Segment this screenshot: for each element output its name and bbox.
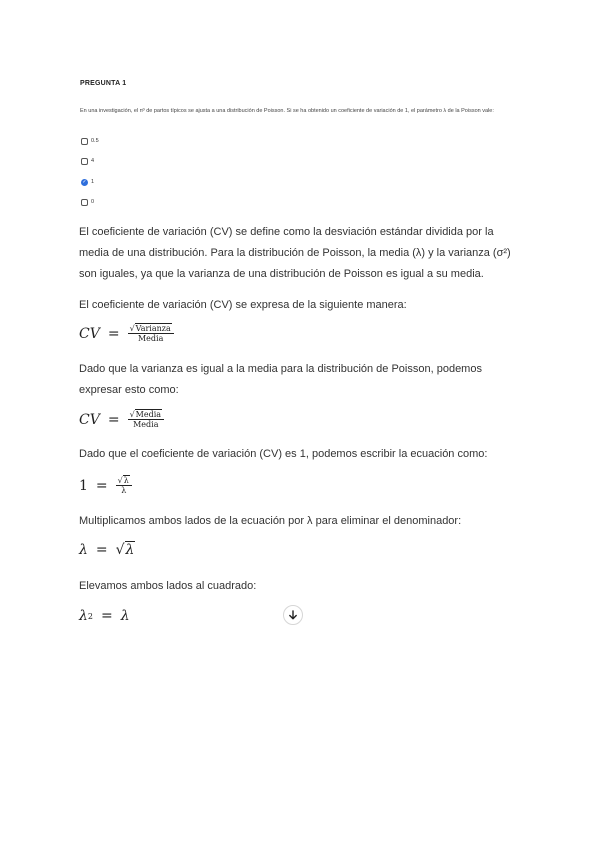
option-label: 0 [91,199,95,205]
exponent: 2 [87,611,93,621]
equation-lhs: λ [79,541,88,558]
option-3[interactable] [81,197,94,207]
numerator [128,324,174,334]
equals-sign: = [107,411,120,428]
option-label: 0.5 [91,138,99,144]
sqrt-sign: √ [115,541,125,558]
option-label: 1 [91,179,95,185]
denominator: Media [133,420,159,429]
fraction [128,324,174,343]
option-2[interactable] [81,177,94,187]
arrow-down-icon [288,610,298,620]
equation-lambda-sqrt [79,541,135,558]
numerator [128,410,164,420]
answer-paragraph-1: El coeficiente de variación (CV) se define como la desviación estándar dividida por la media de una distribución. Para la distribución de Poisson, la media (λ) y la varianza (σ²) son iguales, ya que la varianza de una distribución de Poisson es igual a su media. [79,226,511,280]
equation-one-lambda [79,476,132,495]
answer-paragraph-4: Dado que el coeficiente de variación (CV) es 1, podemos escribir la ecuación como: [79,448,488,460]
equation-lhs: λ [79,608,88,624]
equals-sign: = [95,541,108,558]
option-1[interactable] [81,156,94,166]
question-text: En una investigación, el nº de partos típicos se ajusta a una distribución de Poisson. Si se ha obtenido un coeficiente de variación de 1, el parámetro λ de la Poisson vale: [80,108,494,114]
radicand: λ [125,542,135,558]
sqrt-sign: √ [129,410,135,419]
equals-sign: = [95,477,108,494]
answer-paragraph-3: Dado que la varianza es igual a la media para la distribución de Poisson, podemos expresar esto como: [79,363,482,396]
question-title: PREGUNTA 1 [80,80,127,87]
fraction [116,476,132,495]
sqrt-sign: √ [117,476,123,485]
equation-lambda-squared [79,608,130,624]
equation-lhs: CV [79,325,100,342]
answer-paragraph-2: El coeficiente de variación (CV) se expresa de la siguiente manera: [79,299,407,311]
radicand: Varianza [135,324,171,333]
equation-rhs: λ [120,608,130,624]
equals-sign: = [100,608,113,624]
radicand: Media [135,410,162,419]
equation-lhs: 1 [79,477,88,494]
equals-sign: = [107,325,120,342]
radio-button[interactable] [81,138,88,145]
equation-cv-media [79,410,164,429]
numerator [116,476,132,486]
radio-button[interactable] [81,158,88,165]
answer-paragraph-6: Elevamos ambos lados al cuadrado: [79,580,257,592]
answer-paragraph-5: Multiplicamos ambos lados de la ecuación por λ para eliminar el denominador: [79,515,462,527]
radio-button[interactable] [81,199,88,206]
fraction [128,410,164,429]
denominator: λ [121,486,127,495]
scroll-down-button[interactable] [283,605,303,625]
option-label: 4 [91,158,95,164]
denominator: Media [137,334,164,343]
equation-cv-varianza [79,324,174,343]
option-0[interactable] [81,136,99,146]
radicand: λ [123,476,129,485]
radio-button-checked[interactable] [81,179,88,186]
sqrt-sign: √ [129,324,135,333]
equation-lhs: CV [79,411,100,428]
